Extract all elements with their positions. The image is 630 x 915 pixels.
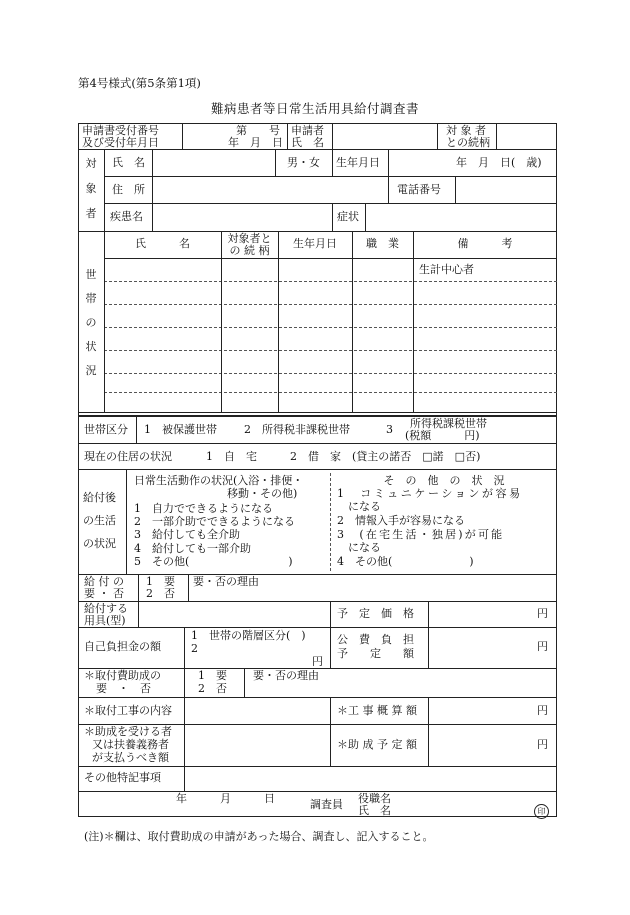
other-status-option[interactable]: 1 コミュニケーションが容易 [337,487,523,500]
subject-side-label: 者 [85,207,97,220]
row-divider [104,176,557,177]
self-pay-line-2: 2 [191,642,198,655]
row-divider [78,443,557,444]
other-notes-label: その他特記事項 [84,771,161,784]
col-divider [330,601,331,627]
equipment-label: 給付する [84,602,128,615]
need-option-no[interactable]: 2 否 [146,587,175,600]
yen-unit: 円 [537,704,548,717]
col-divider [126,469,127,574]
row-divider [78,697,557,698]
yen-unit: 円 [537,607,548,620]
work-content-label: ＊取付工事の内容 [84,704,172,717]
col-divider [428,601,429,627]
adl-option[interactable]: 5 その他( ) [134,555,293,568]
other-status-option[interactable]: 4 その他( ) [337,555,474,568]
life-status-label: の状況 [83,537,116,550]
row-divider [104,258,557,259]
row-divider [78,601,557,602]
household-side-label: 帯 [85,292,97,305]
household-side-label: 世 [85,268,97,281]
adl-heading: 日常生活動作の状況(入浴・排便・ [134,474,304,487]
name-label: 氏 名 [112,156,145,169]
seal-mark: 印 [534,804,549,819]
receipt-number-label: 申請書受付番号 [82,124,159,137]
household-side-label: 況 [85,364,97,377]
disease-label: 疾患名 [110,210,143,223]
col-divider [221,231,222,412]
benefit-need-label-2: 要 ・ 否 [84,587,124,600]
bracket-field[interactable]: 1 世帯の階層区分( ) [191,629,306,642]
dashed-row-line [104,392,557,393]
install-reason-label: 要・否の理由 [253,669,319,682]
public-pay-label: 公 費 負 担 [337,633,414,646]
symptom-label: 症状 [337,210,359,223]
subject-side-label: 象 [85,182,97,195]
row-divider [78,766,557,767]
col-divider [437,123,438,149]
address-label: 住 所 [112,183,145,196]
col-divider [152,149,153,231]
col-divider [332,123,333,149]
col-divider [104,149,105,412]
document-title: 難病患者等日常生活用具給付調査書 [210,101,419,116]
other-status-option[interactable]: 2 情報入手が容易になる [337,514,465,527]
col-divider [496,123,497,149]
col-divider [184,724,185,766]
footnote: (注)＊欄は、取付費助成の申請があった場合、調査し、記入すること。 [84,830,434,843]
col-divider [388,149,389,176]
col-divider [188,574,189,601]
col-divider [332,149,333,176]
category-option-3[interactable]: 3 [386,423,393,436]
public-pay-label-2: 予 定 額 [337,647,414,660]
col-divider [182,123,183,149]
col-divider [275,149,276,176]
work-estimate-label: ＊工 事 概 算 額 [337,704,417,717]
col-divider [184,668,185,697]
col-divider [428,627,429,668]
col-divider [244,668,245,697]
payer-amount-label-3: が支払うべき額 [92,751,169,764]
col-divider [352,231,353,412]
install-need-label-2: 要 ・ 否 [96,682,151,695]
other-status-heading: そ の 他 の 状 況 [383,474,505,487]
income-tax-household: 所得税課税世帯 [410,417,487,430]
relation-label: 対 象 者 [446,124,486,137]
adl-option[interactable]: 1 自力でできるようになる [134,502,273,515]
adl-option[interactable]: 3 給付しても全介助 [134,528,240,541]
payer-amount-label-2: 又は扶養義務者 [92,738,169,751]
member-relation-header: 対象者と [227,232,272,245]
subsidy-planned-label: ＊助 成 予 定 額 [337,738,417,751]
row-divider [104,203,557,204]
benefit-need-label: 給 付 の [84,575,124,588]
receipt-date-field[interactable]: 年 月 日 [228,136,283,149]
dashed-row-line [104,327,557,328]
phone-label: 電話番号 [397,183,441,196]
self-pay-label: 自己負担金の額 [84,640,161,653]
applicant-label: 申請者 [291,124,324,137]
gender-choice[interactable]: 男・女 [287,156,320,169]
col-divider [428,724,429,766]
member-relation-header-2: の 続 柄 [229,244,270,257]
yen-unit: 円 [312,655,323,668]
category-option-2[interactable]: 2 所得税非課税世帯 [244,423,350,436]
need-option-yes[interactable]: 1 要 [146,575,175,588]
col-divider [388,176,389,203]
adl-option[interactable]: 2 一部介助でできるようになる [134,515,295,528]
dashed-row-line [104,304,557,305]
col-divider [184,697,185,724]
other-status-option-cont: になる [337,541,381,554]
life-status-label: の生活 [83,514,116,527]
other-status-option[interactable]: 3 (在宅生活・独居)が可能 [337,528,505,541]
col-divider [330,627,331,668]
row-divider [78,627,557,628]
col-divider [138,601,139,627]
install-option-no[interactable]: 2 否 [198,682,227,695]
yen-unit: 円 [537,640,548,653]
survey-date-field[interactable]: 年 月 日 [176,792,275,805]
row-divider [78,231,557,232]
col-divider [184,627,185,668]
col-divider [136,415,137,443]
yen-unit: 円 [537,738,548,751]
col-divider [455,176,456,203]
col-divider [332,203,333,231]
member-remarks-header: 備 考 [457,237,513,250]
dashed-row-line [104,350,557,351]
col-divider [278,231,279,412]
investigator-name-label: 氏 名 [358,804,391,817]
housing-option-rent[interactable]: 2 借 家 (貸主の諾否 □諾 □否) [290,450,481,463]
household-category-label: 世帯区分 [84,423,128,436]
col-divider [413,231,414,412]
equipment-label-2: 用具(型) [84,614,126,627]
applicant-name-label: 氏 名 [291,136,324,149]
row-divider [78,469,557,470]
col-divider [287,123,288,149]
dashed-col-line [330,473,331,571]
birth-label: 生年月日 [336,156,380,169]
dashed-row-line [104,281,557,282]
member-birth-header: 生年月日 [293,237,337,250]
other-status-option-cont: になる [337,500,381,513]
col-divider [365,203,366,231]
planned-price-label: 予 定 価 格 [337,607,414,620]
receipt-date-label: 及び受付年月日 [82,136,159,149]
main-earner-note: 生計中心者 [419,263,474,276]
job-title-label: 役職名 [358,792,391,805]
col-divider [184,766,185,791]
life-status-label: 給付後 [83,491,116,504]
relation-label-2: との続柄 [446,136,490,149]
investigator-label: 調査員 [310,798,343,811]
col-divider [138,574,139,601]
birth-field[interactable]: 年 月 日( 歳) [456,156,542,169]
housing-option-own[interactable]: 1 自 宅 [206,450,257,463]
col-divider [330,724,331,766]
form-number-label: 第4号様式(第5条第1項) [78,76,201,90]
receipt-number-field[interactable]: 第 号 [236,124,280,137]
row-divider [78,791,557,792]
adl-heading-2: 移動・その他) [227,487,298,500]
member-name-header: 氏 名 [135,237,190,250]
subject-side-label: 対 [85,157,97,170]
install-need-label: ＊取付費助成の [84,669,161,682]
category-option-1[interactable]: 1 被保護世帯 [144,423,217,436]
install-option-yes[interactable]: 1 要 [198,669,227,682]
household-side-label: の [85,316,97,329]
tax-amount-field[interactable]: (税額 円) [405,429,480,442]
payer-amount-label: ＊助成を受ける者 [84,725,172,738]
adl-option[interactable]: 4 給付しても一部介助 [134,542,251,555]
col-divider [428,697,429,724]
household-side-label: 状 [85,340,97,353]
dashed-row-line [104,373,557,374]
col-divider [330,697,331,724]
need-reason-label: 要・否の理由 [193,575,259,588]
member-job-header: 職 業 [366,237,399,250]
housing-label: 現在の住居の状況 [84,450,172,463]
